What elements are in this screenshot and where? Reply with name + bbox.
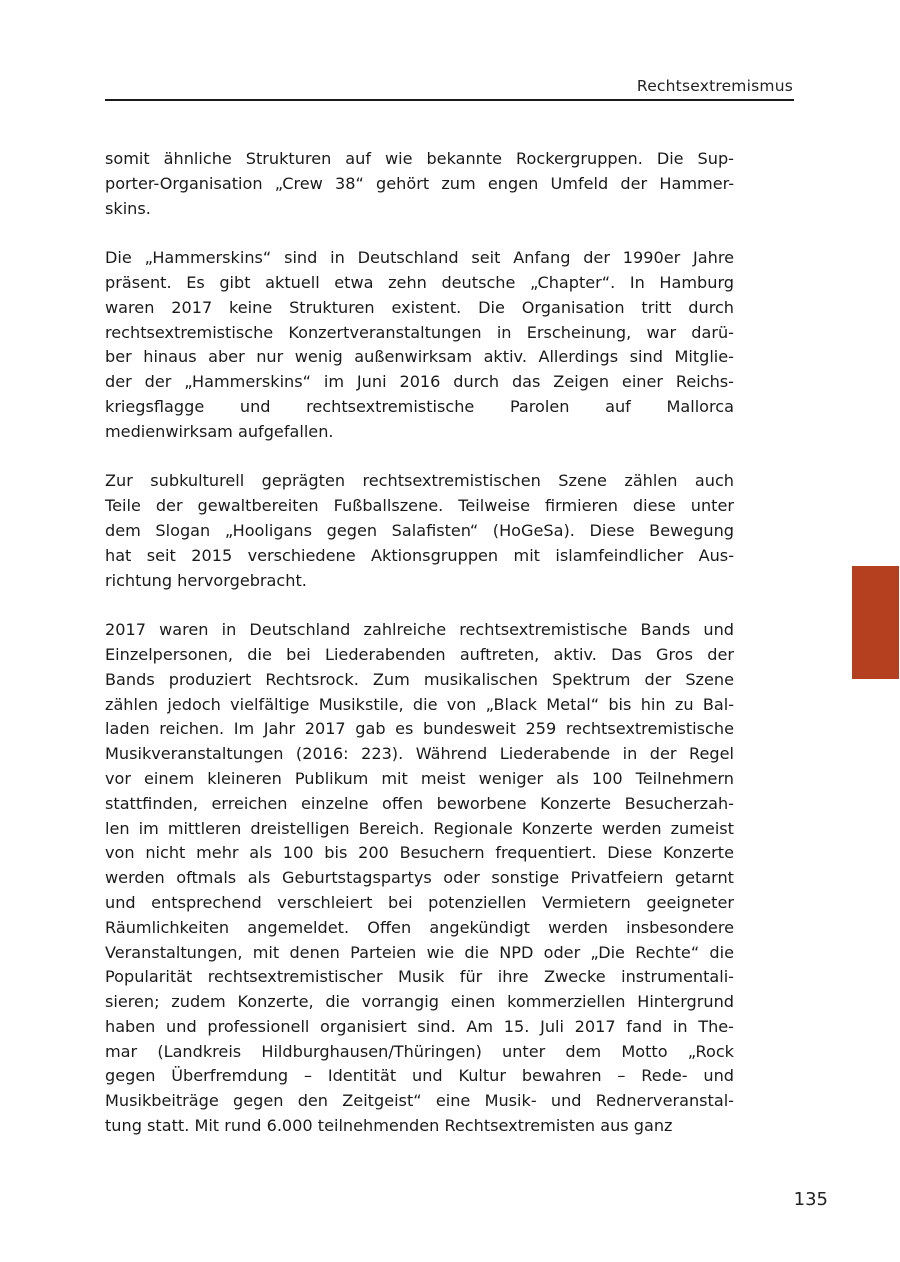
text-line: dem Slogan „Hooligans gegen Salafisten“ (HoGeSa). Diese Bewegung xyxy=(105,520,734,540)
text-line: Popularität rechtsextremistischer Musik für ihre Zwecke instrumentali- xyxy=(105,967,734,987)
text-line: Musikveranstaltungen (2016: 223). Während Liederabende in der Regel xyxy=(105,744,734,764)
text-line: werden oftmals als Geburtstagspartys oder sonstige Privatfeiern getarnt xyxy=(105,868,734,888)
text-line: von nicht mehr als 100 bis 200 Besuchern frequentiert. Diese Konzerte xyxy=(105,843,734,863)
text-line: Teile der gewaltbereiten Fußballszene. Teilweise firmieren diese unter xyxy=(105,496,734,516)
paragraph xyxy=(105,246,734,444)
text-line: und entsprechend verschleiert bei potenziellen Vermietern geeigneter xyxy=(105,892,734,912)
text-line: ber hinaus aber nur wenig außenwirksam aktiv. Allerdings sind Mitglie- xyxy=(105,347,734,367)
text-line: laden reichen. Im Jahr 2017 gab es bundesweit 259 rechtsextremistische xyxy=(105,719,734,739)
text-line: mar (Landkreis Hildburghausen/Thüringen) unter dem Motto „Rock xyxy=(105,1041,734,1061)
text-line: rechtsextremistische Konzertveranstaltungen in Erscheinung, war darü- xyxy=(105,322,734,342)
text-line: len im mittleren dreistelligen Bereich. Regionale Konzerte werden zumeist xyxy=(105,818,734,838)
text-line: sieren; zudem Konzerte, die vorrangig einen kommerziellen Hintergrund xyxy=(105,992,734,1012)
text-line: der der „Hammerskins“ im Juni 2016 durch das Zeigen einer Reichs- xyxy=(105,372,734,392)
text-line: stattfinden, erreichen einzelne offen beworbene Konzerte Besucherzah- xyxy=(105,793,734,813)
text-line: 2017 waren in Deutschland zahlreiche rechtsextremistische Bands und xyxy=(105,620,734,640)
text-line: haben und professionell organisiert sind. Am 15. Juli 2017 fand in The- xyxy=(105,1016,734,1036)
text-line: Räumlichkeiten angemeldet. Offen angekündigt werden insbesondere xyxy=(105,917,734,937)
body-text xyxy=(105,147,734,1139)
text-line: kriegsflagge und rechtsextremistische Parolen auf Mallorca xyxy=(105,396,734,416)
text-line: richtung hervorgebracht. xyxy=(105,570,307,590)
text-line: porter-Organisation „Crew 38“ gehört zum engen Umfeld der Hammer- xyxy=(105,173,734,193)
text-line: vor einem kleineren Publikum mit meist weniger als 100 Teilnehmern xyxy=(105,768,734,788)
text-line: tung statt. Mit rund 6.000 teilnehmenden Rechtsextremisten aus ganz xyxy=(105,1116,673,1136)
text-line: Bands produziert Rechtsrock. Zum musikalischen Spektrum der Szene xyxy=(105,669,734,689)
text-line: Die „Hammerskins“ sind in Deutschland seit Anfang der 1990er Jahre xyxy=(105,248,734,268)
text-line: medienwirksam aufgefallen. xyxy=(105,421,334,441)
text-line: Musikbeiträge gegen den Zeitgeist“ eine Musik- und Rednerveranstal- xyxy=(105,1091,734,1111)
text-line: somit ähnliche Strukturen auf wie bekannte Rockergruppen. Die Sup- xyxy=(105,149,734,168)
text-line: hat seit 2015 verschiedene Aktionsgruppen mit islamfeindlicher Aus- xyxy=(105,545,734,565)
text-line: waren 2017 keine Strukturen existent. Die Organisation tritt durch xyxy=(105,297,734,317)
text-line: Einzelpersonen, die bei Liederabenden auftreten, aktiv. Das Gros der xyxy=(105,644,734,664)
header-rule xyxy=(105,99,794,101)
text-line: Zur subkulturell geprägten rechtsextremistischen Szene zählen auch xyxy=(105,471,734,491)
paragraph xyxy=(105,618,734,1139)
text-line: skins. xyxy=(105,198,151,218)
paragraph xyxy=(105,469,734,593)
text-line: Veranstaltungen, mit denen Parteien wie die NPD oder „Die Rechte“ die xyxy=(105,942,734,962)
text-line: präsent. Es gibt aktuell etwa zehn deutsche „Chapter“. In Hamburg xyxy=(105,272,734,292)
page-number: 135 xyxy=(793,1189,828,1210)
text-line: zählen jedoch vielfältige Musikstile, die von „Black Metal“ bis hin zu Bal- xyxy=(105,694,734,714)
text-line: gegen Überfremdung – Identität und Kultur bewahren – Rede- und xyxy=(105,1066,734,1086)
running-header-title: Rechtsextremismus xyxy=(636,77,793,95)
paragraph xyxy=(105,147,734,221)
chapter-tab-marker xyxy=(852,566,899,679)
